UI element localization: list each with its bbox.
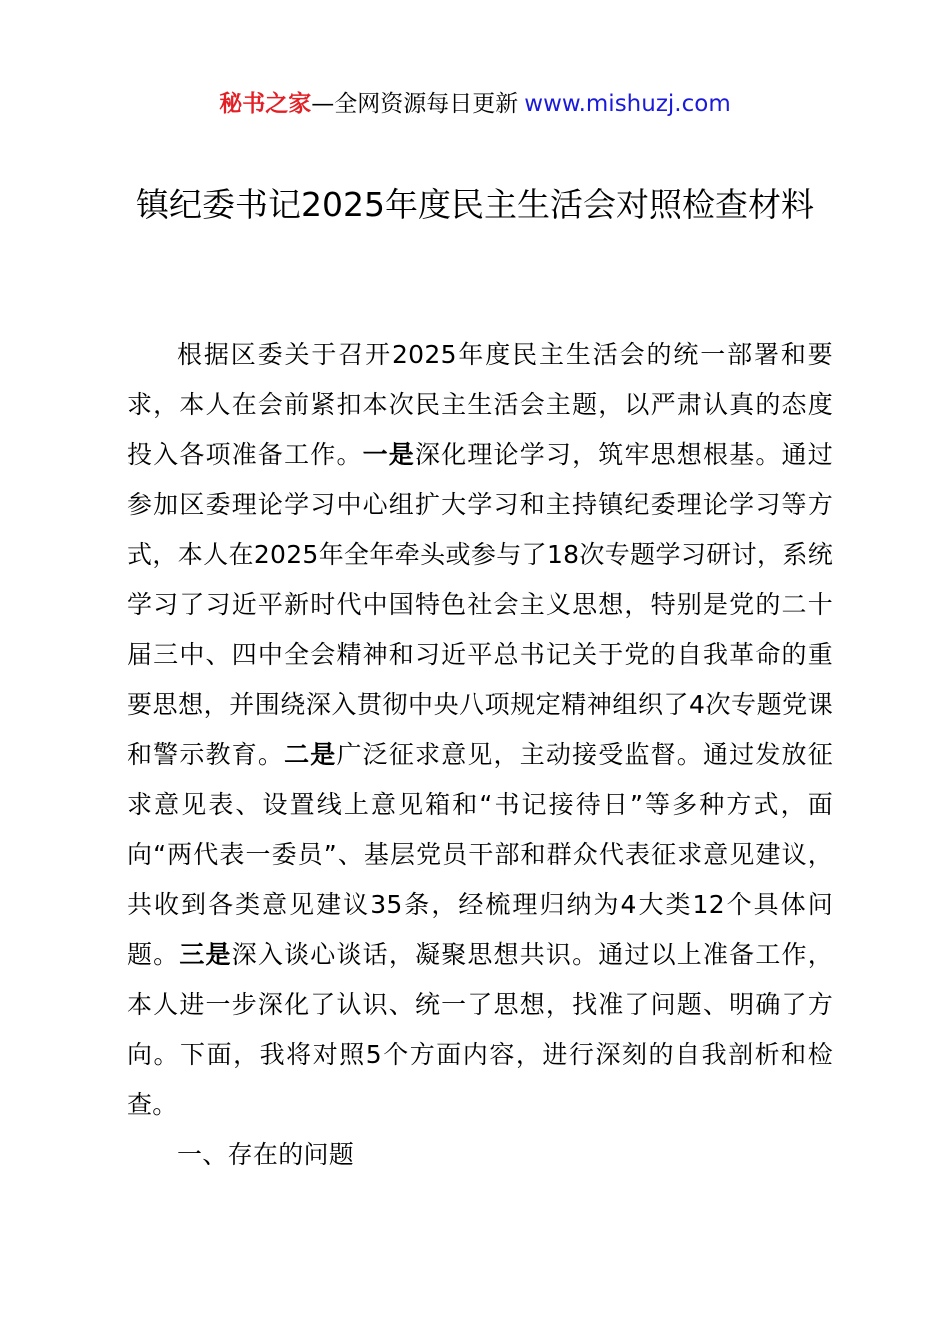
document-title: 镇纪委书记2025年度民主生活会对照检查材料 (136, 185, 814, 224)
site-brand: 秘书之家 (219, 91, 312, 117)
site-url-link[interactable]: www.mishuzj.com (524, 91, 731, 117)
point-label-3: 三是 (179, 940, 232, 969)
point-label-2: 二是 (284, 740, 337, 769)
intro-text-part1: 根据区委关于召开2025年度民主生活会的统一部署和要求，本人在会前紧扣本次民主生活会主题，以严肃认真的态度投入各项准备工作。 (127, 340, 833, 469)
section-heading: 一、存在的问题 (177, 1140, 355, 1169)
site-slogan: —全网资源每日更新 (311, 91, 519, 117)
intro-text-part2: 深化理论学习，筑牢思想根基。通过参加区委理论学习中心组扩大学习和主持镇纪委理论学习等方式，本人在2025年全年牵头或参与了18次专题学习研讨，系统学习了习近平新时代中国特色社会主义思想，特别是党的二十届三中、四中全会精神和习近平总书记关于党的自我革命的重要思想，并围绕深入贯彻中央八项规定精神组织了4次专题党课和警示教育。 (127, 440, 833, 769)
intro-paragraph (127, 330, 833, 1130)
document-body (127, 330, 833, 1180)
site-banner (0, 86, 950, 122)
point-label-1: 一是 (362, 440, 415, 469)
intro-text-part3: 广泛征求意见，主动接受监督。通过发放征求意见表、设置线上意见箱和“书记接待日”等多种方式，面向“两代表一委员”、基层党员干部和群众代表征求意见建议，共收到各类意见建议35条，经梳理归纳为4大类12个具体问题。 (127, 740, 834, 969)
intro-text-part4: 深入谈心谈话，凝聚思想共识。通过以上准备工作，本人进一步深化了认识、统一了思想，找准了问题、明确了方向。下面，我将对照5个方面内容，进行深刻的自我剖析和检查。 (127, 940, 834, 1119)
